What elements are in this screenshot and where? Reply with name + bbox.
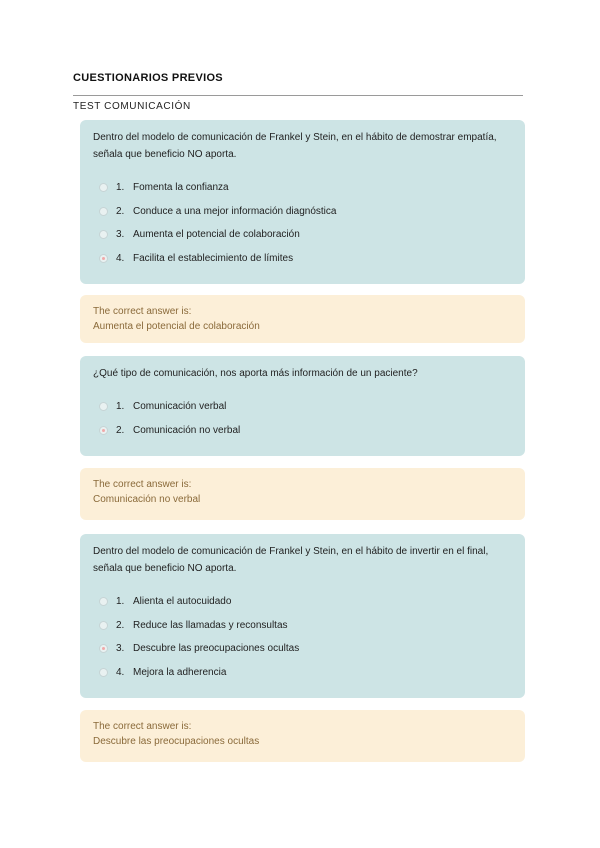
option-label: Fomenta la confianza xyxy=(133,182,229,194)
answer-option[interactable] xyxy=(93,223,511,247)
option-number: 1. xyxy=(116,596,125,608)
answer-option[interactable] xyxy=(93,419,511,443)
radio-button[interactable] xyxy=(99,402,108,411)
question-card-1 xyxy=(80,120,525,284)
correct-answer-text: Descubre las preocupaciones ocultas xyxy=(93,736,260,747)
answer-option[interactable] xyxy=(93,200,511,224)
answer-option[interactable] xyxy=(93,176,511,200)
radio-button[interactable] xyxy=(99,207,108,216)
title-divider xyxy=(73,95,523,96)
option-label: Reduce las llamadas y reconsultas xyxy=(133,619,288,631)
option-number: 4. xyxy=(116,666,125,678)
correct-answer-card-2 xyxy=(80,468,525,520)
correct-answer-heading: The correct answer is: xyxy=(93,479,192,490)
answer-option[interactable] xyxy=(93,614,511,638)
option-label: Conduce a una mejor información diagnóstica xyxy=(133,205,337,217)
radio-button[interactable] xyxy=(99,597,108,606)
answer-option[interactable] xyxy=(93,637,511,661)
option-label: Aumenta el potencial de colaboración xyxy=(133,229,300,241)
option-number: 1. xyxy=(116,401,125,413)
radio-button[interactable] xyxy=(99,230,108,239)
question-text: ¿Qué tipo de comunicación, nos aporta más información de un paciente? xyxy=(93,368,418,379)
question-text: Dentro del modelo de comunicación de Frankel y Stein, en el hábito de demostrar empatía, señala que beneficio NO aporta. xyxy=(93,132,497,160)
option-label: Mejora la adherencia xyxy=(133,666,227,678)
option-label: Comunicación no verbal xyxy=(133,424,241,436)
question-text: Dentro del modelo de comunicación de Frankel y Stein, en el hábito de invertir en el final, señala que beneficio NO aporta. xyxy=(93,546,489,574)
radio-button[interactable] xyxy=(99,183,108,192)
option-number: 2. xyxy=(116,424,125,436)
radio-button[interactable] xyxy=(99,668,108,677)
option-label: Facilita el establecimiento de límites xyxy=(133,252,294,264)
section-title: TEST COMUNICACIÓN xyxy=(73,101,191,112)
option-number: 3. xyxy=(116,643,125,655)
option-number: 2. xyxy=(116,205,125,217)
option-label: Alienta el autocuidado xyxy=(133,596,232,608)
radio-button[interactable] xyxy=(99,621,108,630)
question-card-2 xyxy=(80,356,525,456)
correct-answer-card-1 xyxy=(80,295,525,343)
answer-option[interactable] xyxy=(93,661,511,685)
correct-answer-heading: The correct answer is: xyxy=(93,721,192,732)
answer-option[interactable] xyxy=(93,590,511,614)
option-number: 1. xyxy=(116,182,125,194)
radio-button-selected[interactable] xyxy=(99,254,108,263)
option-number: 2. xyxy=(116,619,125,631)
option-label: Descubre las preocupaciones ocultas xyxy=(133,643,300,655)
option-label: Comunicación verbal xyxy=(133,401,227,413)
question-card-3 xyxy=(80,534,525,698)
page-title: CUESTIONARIOS PREVIOS xyxy=(73,72,223,84)
option-number: 4. xyxy=(116,252,125,264)
correct-answer-text: Aumenta el potencial de colaboración xyxy=(93,321,260,332)
correct-answer-heading: The correct answer is: xyxy=(93,306,192,317)
radio-button-selected[interactable] xyxy=(99,426,108,435)
correct-answer-card-3 xyxy=(80,710,525,762)
answer-option[interactable] xyxy=(93,395,511,419)
option-number: 3. xyxy=(116,229,125,241)
correct-answer-text: Comunicación no verbal xyxy=(93,494,201,505)
radio-button-selected[interactable] xyxy=(99,644,108,653)
answer-option[interactable] xyxy=(93,247,511,271)
